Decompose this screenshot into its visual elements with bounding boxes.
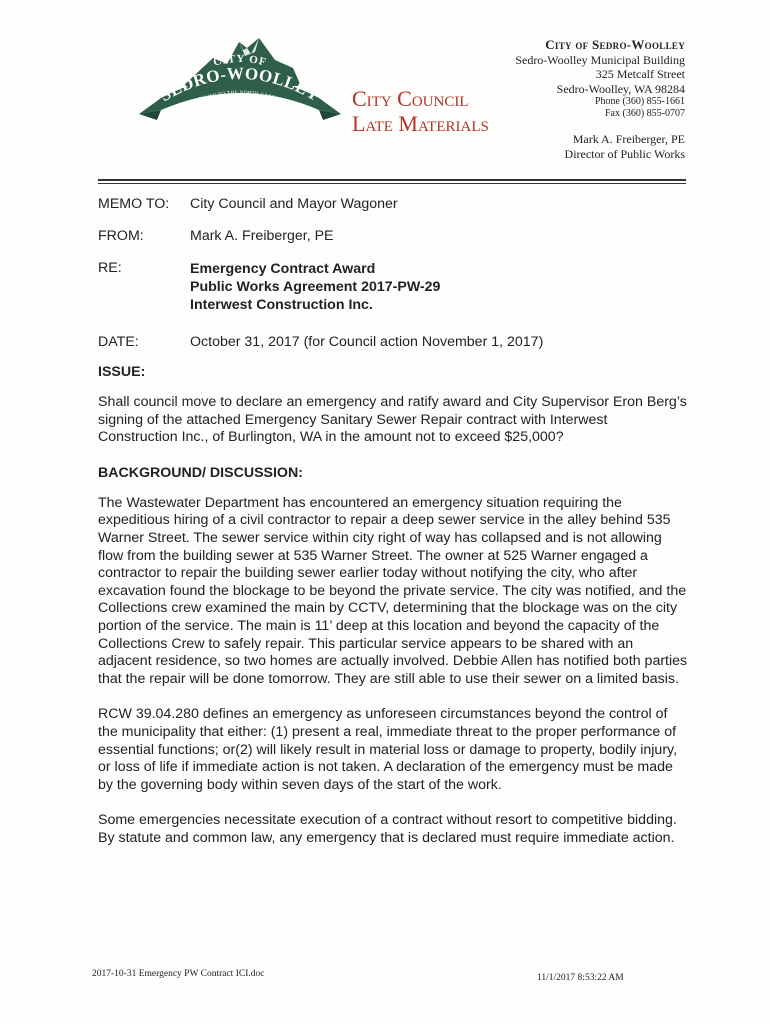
memo-date-label: DATE: [98,334,139,350]
logo-line2: SEDRO-WOOLLEY [156,63,324,106]
memo-from-label: FROM: [98,228,144,244]
title-line2: Late Materials [352,111,489,136]
logo-line1: CITY OF [212,52,268,69]
fax-number: Fax (360) 855-0707 [605,108,685,119]
memo-re-label: RE: [98,260,122,276]
logo-tagline: GATEWAY TO THE NORTH CASCADES [189,89,291,106]
memo-to-label: MEMO TO: [98,196,170,212]
memo-body [98,196,688,865]
footer-filename: 2017-10-31 Emergency PW Contract ICI.doc [92,969,265,979]
city-logo [135,28,345,136]
memo-re-value [190,260,688,314]
memo-re-row [98,260,688,314]
org-name: City of Sedro-Woolley [545,37,685,52]
late-materials-title [352,86,489,136]
issue-heading: ISSUE: [98,364,146,380]
header-rule-thin [98,183,686,184]
background-paragraph-1: The Wastewater Department has encountered an emergency situation requiring the expeditious hiring of a civil contractor to repair a deep sewer service in the alley behind 535 Warner Street. The sewer service within city right of way has collapsed and is not allowing flow from the building sewer at 535 Warner Street. The owner at 525 Warner engaged a contractor to repair the building sewer earlier today without notifying the city, who after excavation found the blockage to be beyond the private service. The city was notified, and the Collections crew examined the main by CCTV, determining that the blockage was on the city portion of the service. The main is 11’ deep at this location and beyond the capacity of the Collections Crew to safely repair. This particular service appears to be shared with an adjacent residence, so two homes are actually involved. Debbie Allen has notified both parties that the repair will be done tomorrow. They are still able to use their sewer on a limited basis. [98,494,688,687]
title-line1: City Council [352,86,469,111]
background-heading: BACKGROUND/ DISCUSSION: [98,464,303,481]
memo-date-row [98,334,688,350]
header-rule-thick [98,179,686,181]
memo-date-value: October 31, 2017 (for Council action November 1, 2017) [190,334,544,350]
building-name: Sedro-Woolley Municipal Building [515,52,685,67]
memo-to-value: City Council and Mayor Wagoner [190,196,398,212]
memo-from-value: Mark A. Freiberger, PE [190,228,334,244]
re-line: Emergency Contract Award [190,261,376,277]
phone-number: Phone (360) 855-1661 [595,96,685,107]
director-role: Director of Public Works [564,146,685,161]
memo-to-row [98,196,688,212]
director-name: Mark A. Freiberger, PE [572,132,685,146]
street-address: 325 Metcalf Street [595,67,685,81]
issue-paragraph: Shall council move to declare an emergency and ratify award and City Supervisor Eron Berg’s signing of the attached Emergency Sanitary Sewer Repair contract with Interwest Construction Inc., of Burlington, WA in the amount not to exceed $25,000? [98,394,687,446]
memo-from-row [98,228,688,244]
background-paragraph-3: Some emergencies necessitate execution of a contract without resort to competitive bidding. By statute and common law, any emergency that is declared must require immediate action. [98,812,677,846]
city-address: Sedro-Woolley, WA 98284 [556,81,685,96]
background-paragraph-2: RCW 39.04.280 defines an emergency as unforeseen circumstances beyond the control of the municipality that either: (1) present a real, immediate threat to the proper performance of essential functions; or(2) will likely result in material loss or damage to property, bodily injury, or loss of life if immediate action is not taken. A declaration of the emergency must be made by the governing body within seven days of the start of the work. [98,706,678,793]
re-line: Public Works Agreement 2017-PW-29 [190,279,441,295]
re-line: Interwest Construction Inc. [190,297,373,313]
footer-timestamp: 11/1/2017 8:53:22 AM [537,973,624,983]
letterhead [515,38,685,161]
